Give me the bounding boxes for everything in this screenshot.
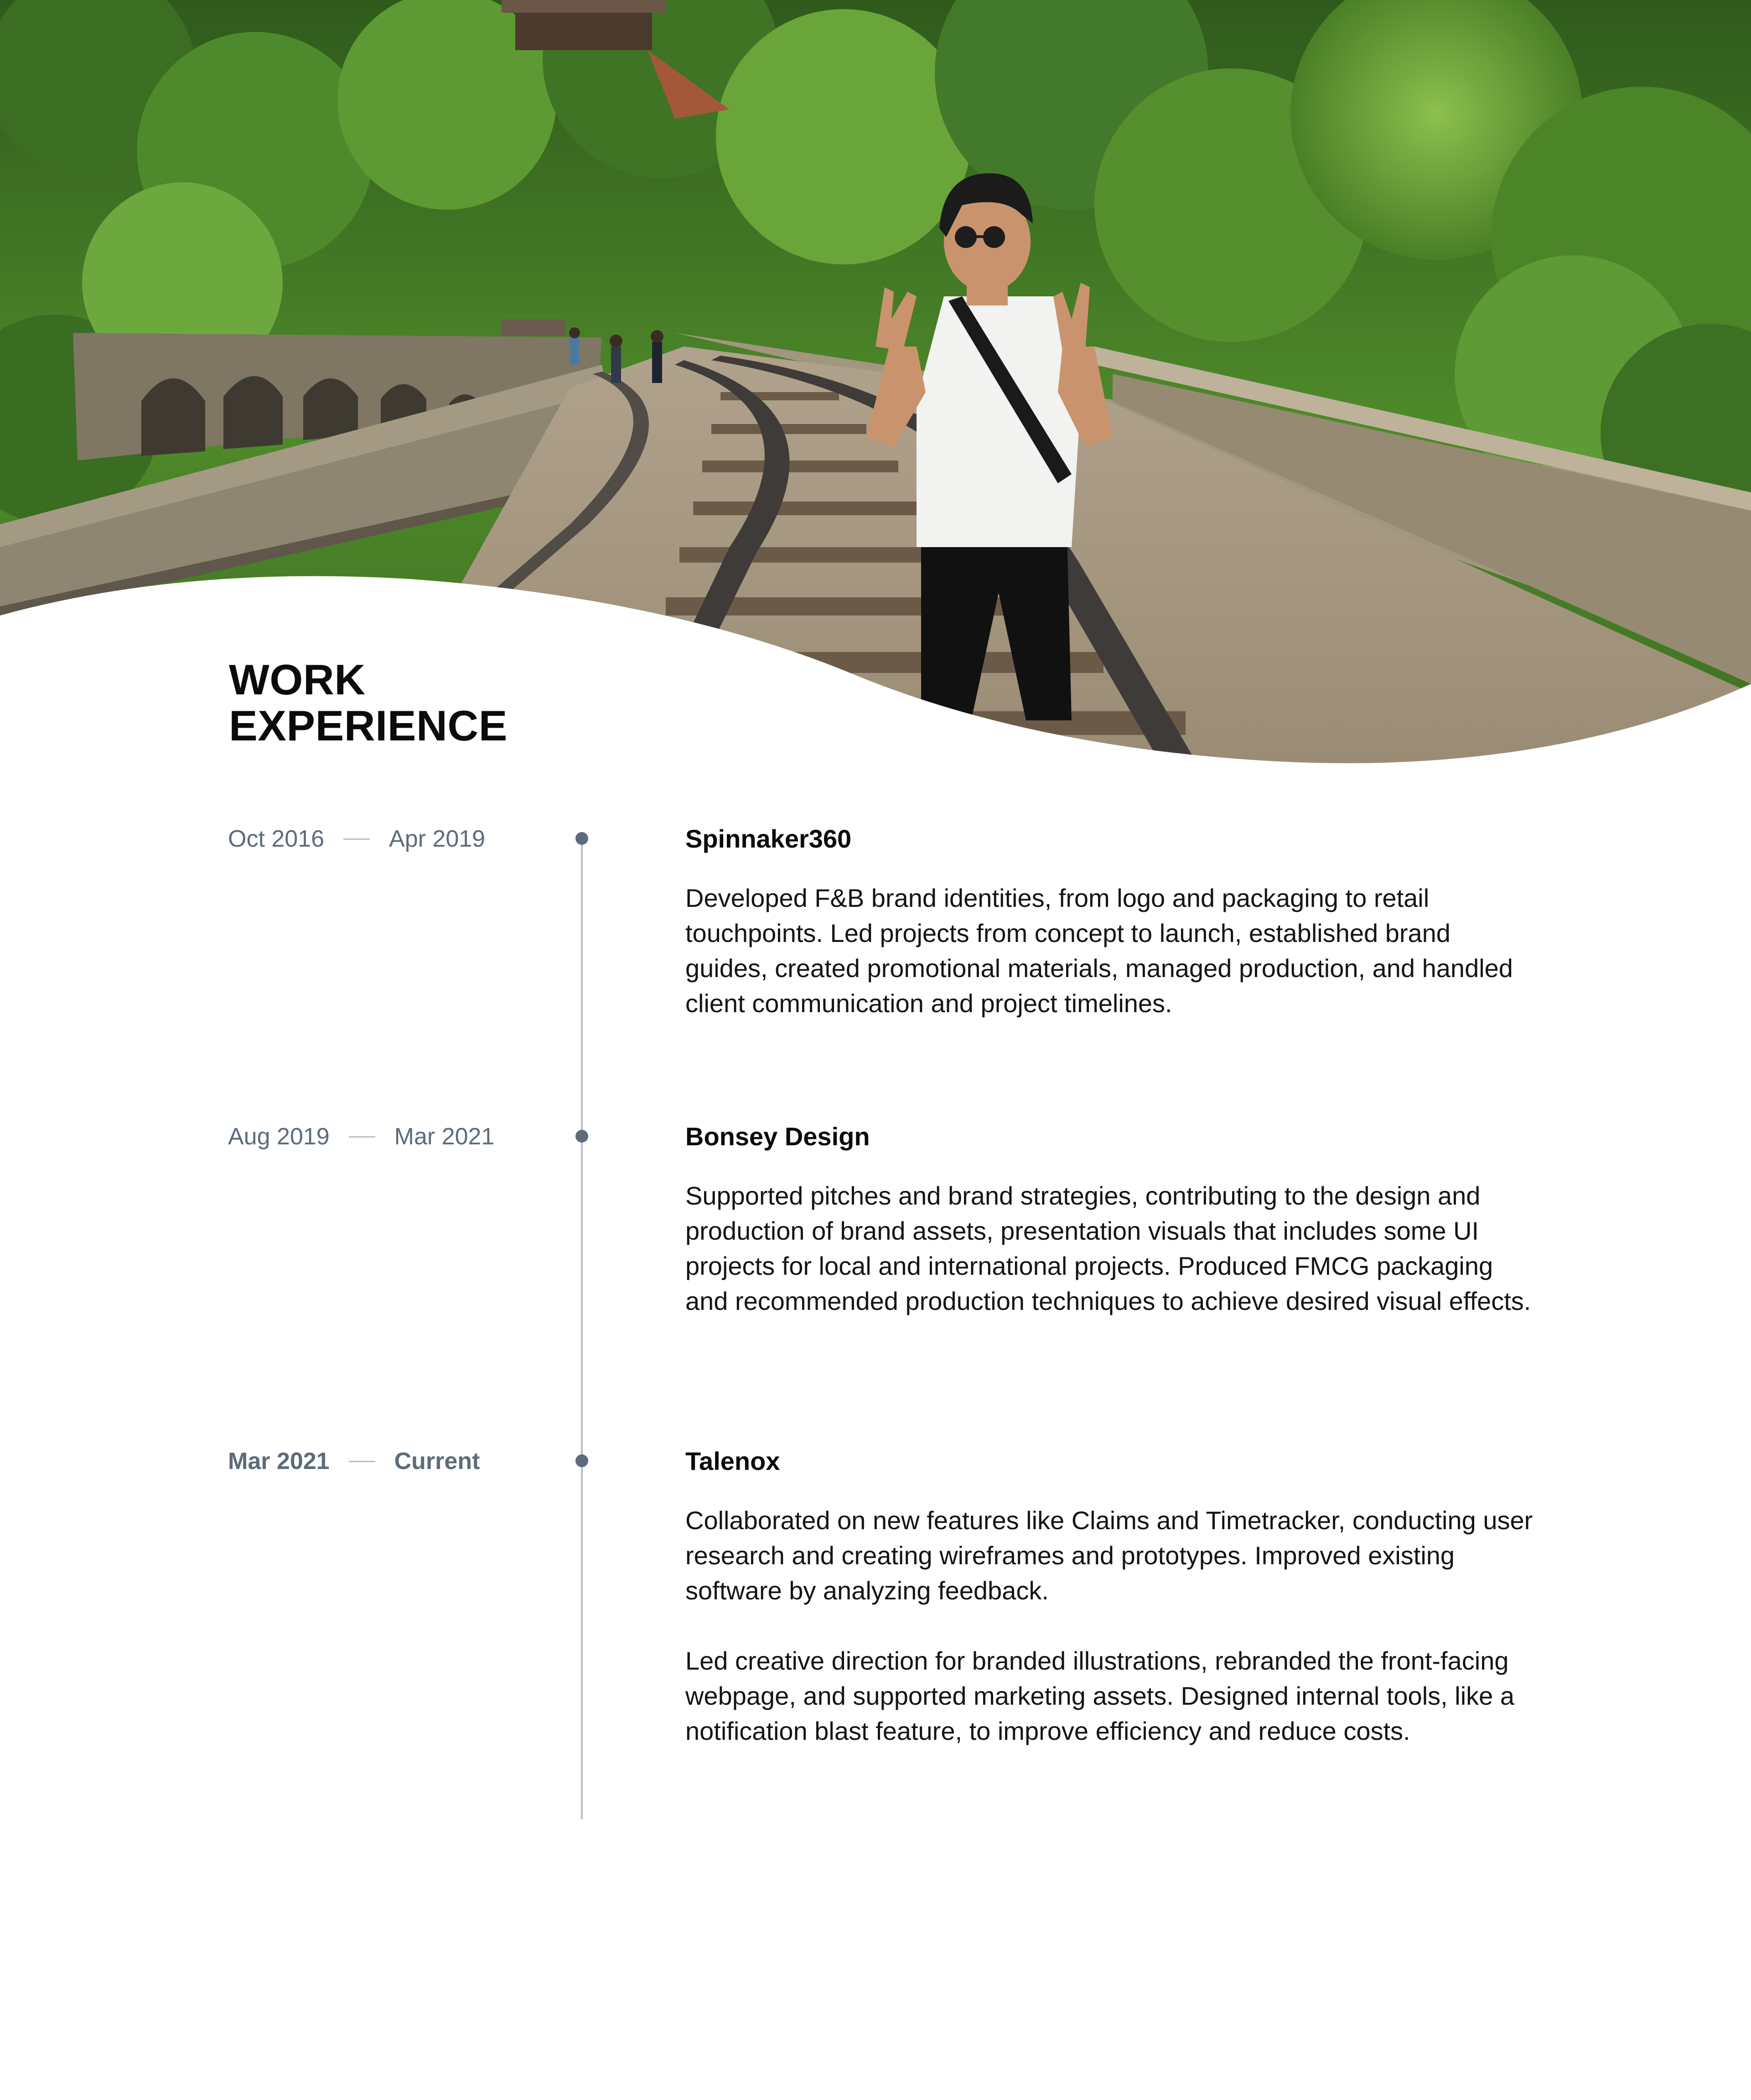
section-title [229, 657, 508, 749]
job-paragraph: Supported pitches and brand strategies, contributing to the design and production of brand assets, presentation visuals that includes some UI projects for local and international projects. Produced FMCG packaging and recommended production techniques to achieve desired visual effects. [685, 1181, 1531, 1315]
start-date: Aug 2019 [228, 1123, 330, 1150]
timeline-line [581, 840, 583, 1819]
date-separator [349, 1461, 375, 1462]
job-paragraph: Developed F&B brand identities, from logo and packaging to retail touchpoints. Led projects from concept to launch, established brand guides, created promotional materials, managed production, and handled client communication and project timelines. [685, 884, 1513, 1018]
date-range [228, 821, 485, 857]
timeline-dot [575, 1130, 588, 1143]
company-name: Bonsey Design [685, 1122, 870, 1151]
date-range [228, 1118, 494, 1155]
date-range [228, 1443, 480, 1479]
date-separator [343, 838, 370, 840]
company-name: Talenox [685, 1447, 780, 1475]
start-date: Mar 2021 [228, 1448, 330, 1474]
company-name: Spinnaker360 [685, 824, 852, 853]
section-title-line-2: EXPERIENCE [229, 702, 508, 750]
section-title-line-1: WORK [229, 656, 366, 703]
end-date: Mar 2021 [394, 1123, 495, 1150]
timeline-dot [575, 832, 588, 845]
job-description [685, 1178, 1538, 1319]
job-description [685, 1503, 1538, 1748]
job-description [685, 880, 1538, 1021]
date-separator [349, 1136, 375, 1138]
end-date: Apr 2019 [389, 826, 486, 852]
job-paragraph: Collaborated on new features like Claims and Timetracker, conducting user research and creating wireframes and prototypes. Improved existing software by analyzing feedback. [685, 1506, 1533, 1605]
timeline-dot [575, 1454, 588, 1467]
end-date: Current [394, 1448, 480, 1474]
job-paragraph: Led creative direction for branded illustrations, rebranded the front-facing webpage, and supported marketing assets. Designed internal tools, like a notification blast feature, to improve efficiency and reduce costs. [685, 1646, 1514, 1745]
start-date: Oct 2016 [228, 826, 325, 852]
